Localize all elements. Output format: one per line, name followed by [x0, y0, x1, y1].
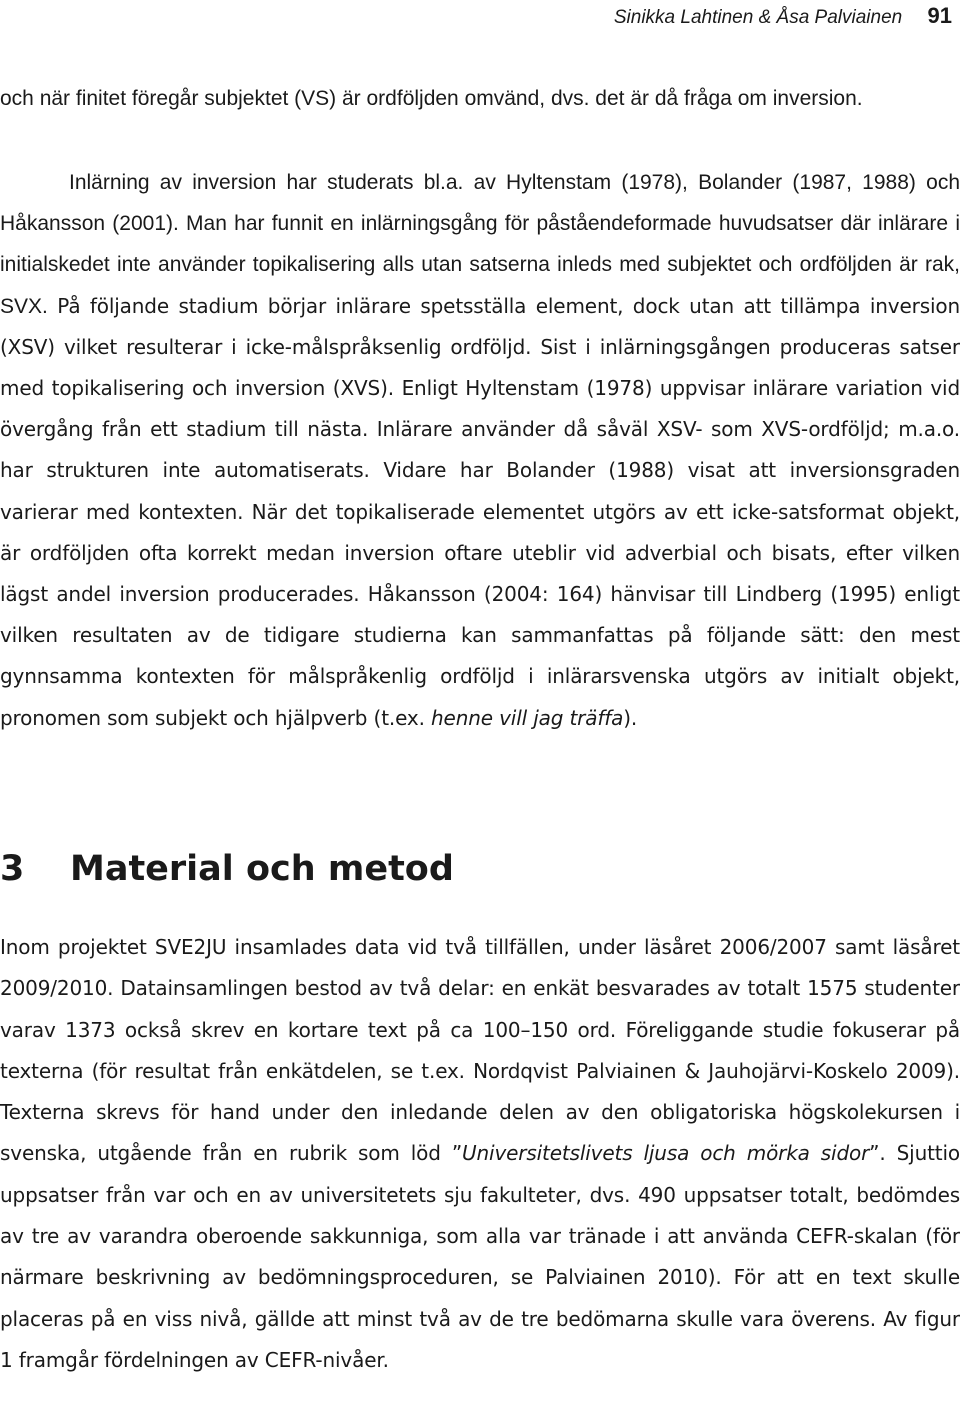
paragraph-text: ”. Sjuttio uppsatser från var och en av universitetets sju fakulteter, dvs. 490 uppsatser totalt, bedömdes av tre av varandra oberoende sakkunniga, som alla var tränade i att använda CEFR-skalan (för närmare beskrivning av bedömningsproceduren, se Palviainen 2010). För att en text skulle placeras på en viss nivå, gällde att minst två av de tre bedömarna skulle vara överens. Av figur 1 framgår fördelningen av CEFR-nivåer. — [0, 1141, 960, 1372]
paragraph-text-continued — [0, 294, 960, 730]
section-heading — [0, 842, 454, 896]
example-phrase: henne vill jag träffa — [431, 705, 624, 730]
rubric-title: Universitetslivets ljusa och mörka sidor — [462, 1141, 870, 1166]
paragraph-text: Inom projektet SVE2JU insamlades data vid två tillfällen, under läsåret 2006/2007 samt läsåret 2009/2010. Datainsamlingen bestod av två delar: en enkät besvarades av totalt 1575 studenter varav 1373 också skrev en kortare text på ca 100–150 ord. Föreliggande studie fokuserar på texterna (för resultat från enkätdelen, se t.ex. Nordqvist Palviainen & Jauhojärvi-Koskelo 2009). Texterna skrevs för hand under den inledande delen av den obligatoriska högskolekursen i svenska, utgående från en rubrik som löd ” — [0, 935, 960, 1166]
paragraph-inversion-research — [0, 162, 960, 739]
paragraph-text: ). — [623, 705, 638, 730]
running-header-authors: Sinikka Lahtinen & Åsa Palviainen — [613, 7, 903, 28]
paragraph-text: Inlärning av inversion har studerats bl.a. av Hyltenstam (1978), Bolander (1987, 1988) och Håkansson (2001). Man har funnit en inlärningsgång för påståendeformade huvudsatser där inlärare i initialskedet inte använder topikalisering alls utan satserna inleds med subjektet och ordföljden är rak, SVX. — [0, 171, 960, 318]
paragraph-text: På följande stadium börjar inlärare spetsställa element, dock utan att tillämpa inversion (XSV) vilket resulterar i icke-målspråksenlig ordföljd. Sist i inlärningsgången produceras satser med topikalisering och inversion (XVS). Enligt Hyltenstam (1978) uppvisar inlärare variation vid övergång från ett stadium till nästa. Inlärare använder då såväl XSV- som XVS-ordföljd; m.a.o. har strukturen inte automatiserats. Vidare har Bolander (1988) visat att inversionsgraden varierar med kontexten. När det topikaliserade elementet utgörs av ett icke-satsformat objekt, är ordföljden ofta korrekt medan inversion oftare uteblir vid adverbial och bisats, efter vilken lägst andel inversion producerades. Håkansson (2004: 164) hänvisar till Lindberg (1995) enligt vilken resultaten av de tidigare studierna kan sammanfattas på följande sätt: den mest gynnsamma kontexten för målspråkenlig ordföljd i inlärarsvenska utgörs av initialt objekt, pronomen som subjekt och hjälpverb (t.ex. — [0, 293, 960, 730]
section-number: 3 — [0, 849, 25, 889]
page-number: 91 — [927, 3, 952, 28]
running-header — [614, 2, 952, 32]
section-title: Material och metod — [70, 849, 454, 889]
paragraph-material — [0, 927, 960, 1381]
paragraph-inversion-definition: och när finitet föregår subjektet (VS) är ordföljden omvänd, dvs. det är då fråga om inversion. — [0, 87, 863, 110]
